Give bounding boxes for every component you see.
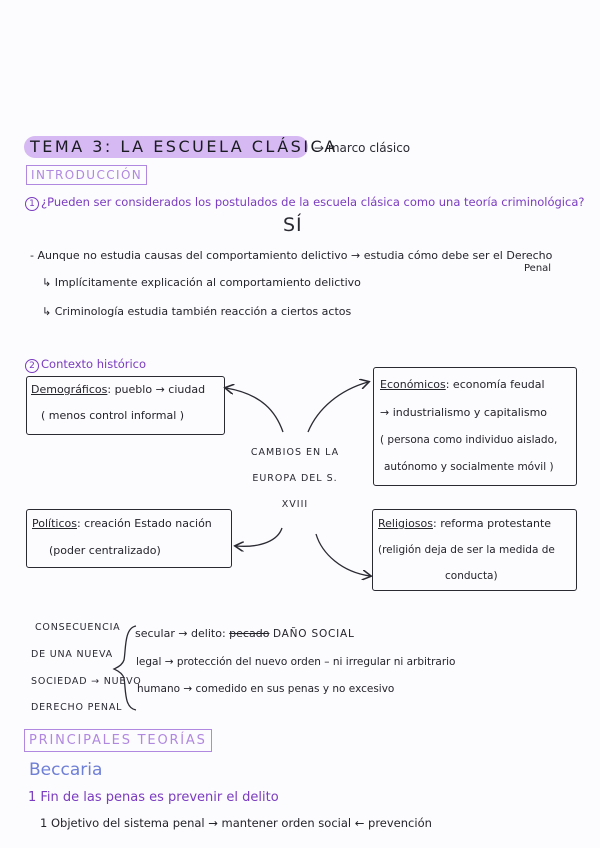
question-2-text: Contexto histórico [41,357,147,371]
bullet-2: ↳ Implícitamente explicación al comportamiento delictivo [42,276,361,289]
title-note: → marco clásico [314,141,411,155]
intro-label: INTRODUCCIÓN [26,165,147,185]
demo-line2: ( menos control informal ) [41,409,185,422]
arrow-econ [308,382,368,432]
arrow-demo [226,388,283,432]
arrow-rel [316,534,370,576]
consequence-4: DERECHO PENAL [31,702,123,713]
secular-text: secular → delito: [135,627,226,640]
rel-line2: (religión deja de ser la medida de [378,544,555,556]
consequence-3: SOCIEDAD → NUEVO [31,676,142,687]
question-1-text: ¿Pueden ser considerados los postulados de la escuela clásica como una teoría criminológica? [41,195,585,209]
conseq-secular [135,627,355,640]
conseq-legal: legal → protección del nuevo orden – ni irregular ni arbitrario [136,656,456,668]
rel-text: : reforma protestante [433,517,552,530]
beccaria-heading: Beccaria [29,760,103,780]
objetivo-line: 1 Objetivo del sistema penal → mantener orden social ← prevención [40,816,432,830]
brace [114,626,136,710]
fin-heading: 1 Fin de las penas es prevenir el delito [28,790,279,805]
bullet-3: ↳ Criminología estudia también reacción a ciertos actos [42,305,352,318]
rel-line3: conducta) [445,570,498,582]
secular-strike: pecado [229,627,270,640]
pol-line2: (poder centralizado) [49,544,161,557]
center-label: CAMBIOS EN LA EUROPA DEL S. XVIII [250,447,340,510]
consequence-2: DE UNA NUEVA [31,649,113,660]
econ-label: Económicos [380,378,446,391]
pol-label: Políticos [32,517,77,530]
conseq-humano: humano → comedido en sus penas y no excesivo [137,683,395,695]
rel-label: Religiosos [378,517,433,530]
bullet-1-continuation: Penal [524,263,552,274]
demo-text: : pueblo → ciudad [107,383,206,396]
econ-line3: ( persona como individuo aislado, [380,434,558,446]
econ-line4: autónomo y socialmente móvil ) [384,461,554,473]
bullet-1: - Aunque no estudia causas del comportamiento delictivo → estudia cómo debe ser el Derecho [30,249,553,262]
secular-dano: DAÑO SOCIAL [272,628,355,640]
section-label: PRINCIPALES TEORÍAS [24,729,212,752]
question-2-number: 2 [25,359,39,373]
consequence-1: CONSECUENCIA [35,622,121,633]
econ-text: : economía feudal [445,378,545,391]
demo-label: Demográficos [31,383,108,396]
page-title: TEMA 3: LA ESCUELA CLÁSICA [30,137,338,156]
answer: SÍ [283,214,303,236]
pol-text: : creación Estado nación [76,517,212,530]
question-1-number: 1 [25,197,39,211]
econ-line2: → industrialismo y capitalismo [380,406,548,419]
arrow-pol [236,528,282,546]
